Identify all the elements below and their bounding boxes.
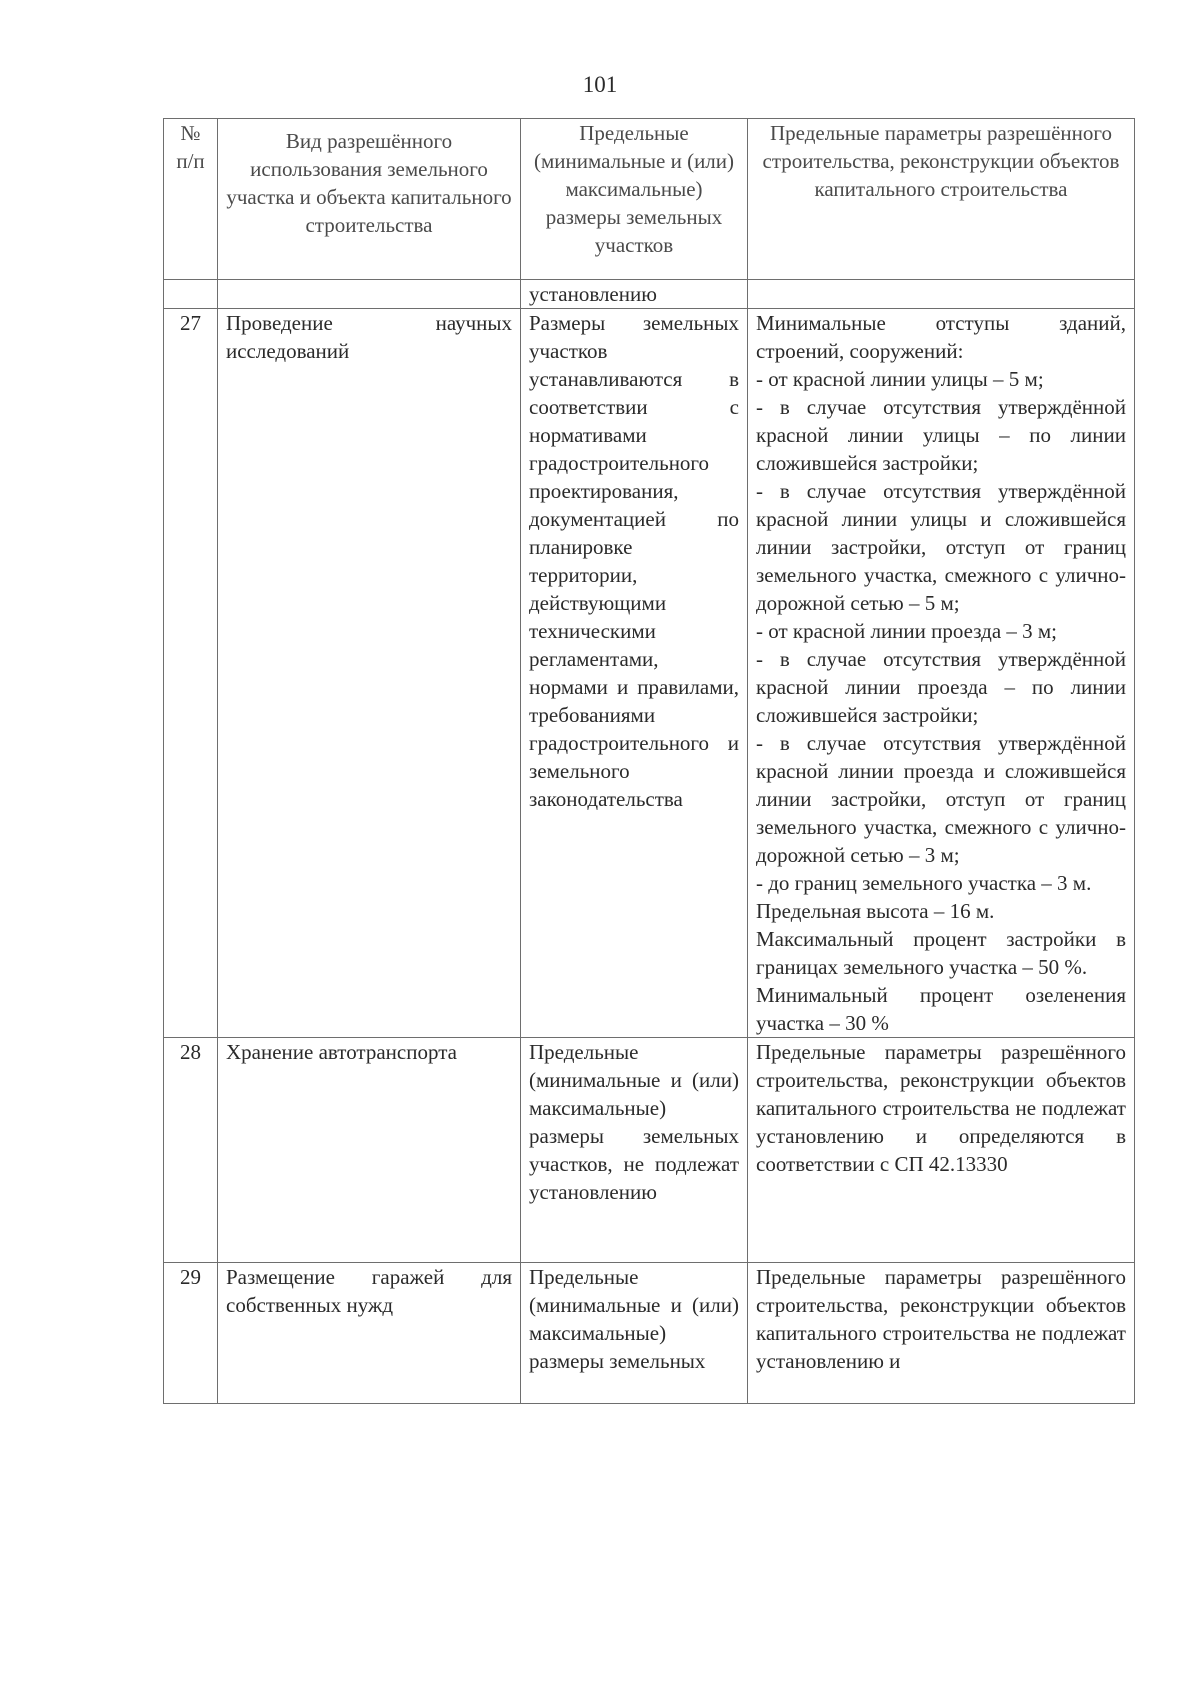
table-row (164, 1263, 1135, 1404)
table-row-continuation (164, 280, 1135, 309)
regulations-table (163, 118, 1135, 1404)
header-construction-params: Предельные параметры разрешённого строительства, реконструкции объектов капитального строительства (748, 119, 1135, 280)
param-line: - в случае отсутствия утверждённой красной линии улицы – по линии сложившейся застройки; (756, 395, 1126, 475)
cell-construction-params (748, 1038, 1135, 1263)
param-line: Максимальный процент застройки в границах земельного участка – 50 %. (756, 927, 1126, 979)
param-line: - от красной линии улицы – 5 м; (756, 367, 1044, 391)
header-plot-sizes: Предельные (минимальные и (или) максимальные) размеры земельных участков (521, 119, 748, 280)
param-line: - в случае отсутствия утверждённой красной линии проезда – по линии сложившейся застройки; (756, 647, 1126, 727)
table-row (164, 1038, 1135, 1263)
cell-plot-sizes: Предельные (минимальные и (или) максимальные) размеры земельных (521, 1263, 748, 1404)
header-number: № п/п (164, 119, 218, 280)
param-line: - в случае отсутствия утверждённой красной линии улицы и сложившейся линии застройки, отступ от границ земельного участка, смежного с улично-дорожной сетью – 5 м; (756, 479, 1126, 615)
param-line: Предельные параметры разрешённого строительства, реконструкции объектов капитального строительства не подлежат установлению и (756, 1265, 1126, 1373)
cell-plot-sizes: установлению (521, 280, 748, 309)
cell-plot-sizes: Предельные (минимальные и (или) максимальные) размеры земельных участков, не подлежат установлению (521, 1038, 748, 1263)
cell-use-type: Размещение гаражей для собственных нужд (218, 1263, 521, 1404)
cell-use-type: Хранение автотранспорта (218, 1038, 521, 1263)
cell-number: 27 (164, 309, 218, 1038)
cell-number (164, 280, 218, 309)
param-line: - до границ земельного участка – 3 м. (756, 871, 1092, 895)
cell-construction-params (748, 1263, 1135, 1404)
cell-plot-sizes: Размеры земельных участков устанавливаются в соответствии с нормативами градостроительного проектирования, документацией по планировке территории, действующими техническими регламентами, нормами и правилами, требованиями градостроительного и земельного законодательства (521, 309, 748, 1038)
table-row (164, 309, 1135, 1038)
cell-number: 28 (164, 1038, 218, 1263)
param-line: - от красной линии проезда – 3 м; (756, 619, 1058, 643)
cell-construction-params (748, 280, 1135, 309)
cell-use-type: Проведение научных исследований (218, 309, 521, 1038)
cell-number: 29 (164, 1263, 218, 1404)
param-line: Предельная высота – 16 м. (756, 899, 995, 923)
table-header-row (164, 119, 1135, 280)
cell-construction-params (748, 309, 1135, 1038)
param-line: Минимальные отступы зданий, строений, сооружений: (756, 311, 1126, 363)
param-line: - в случае отсутствия утверждённой красной линии проезда и сложившейся линии застройки, отступ от границ земельного участка, смежного с улично-дорожной сетью – 3 м; (756, 731, 1126, 867)
header-use-type: Вид разрешённого использования земельного участка и объекта капитального строительства (218, 119, 521, 280)
param-line: Минимальный процент озеленения участка – 30 % (756, 983, 1126, 1035)
cell-use-type (218, 280, 521, 309)
page-number: 101 (582, 72, 618, 97)
param-line: Предельные параметры разрешённого строительства, реконструкции объектов капитального строительства не подлежат установлению и определяются в соответствии с СП 42.13330 (756, 1040, 1126, 1176)
